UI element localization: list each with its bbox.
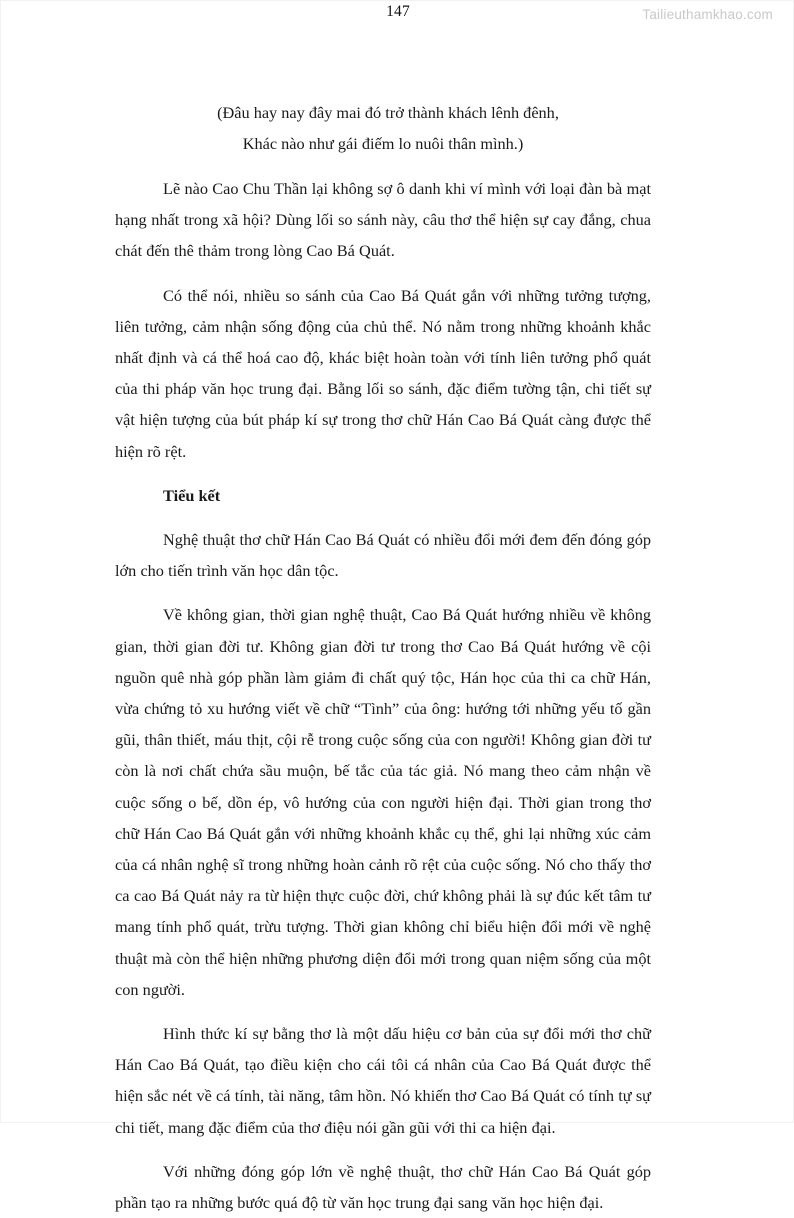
- paragraph-2: Có thể nói, nhiều so sánh của Cao Bá Quát gắn với những tưởng tượng, liên tưởng, cảm nhận sống động của chủ thể. Nó nằm trong những khoảnh khắc nhất định và cá thể hoá cao độ, khác biệt hoàn toàn với tính liên tưởng phổ quát của thi pháp văn học trung đại. Bằng lối so sánh, đặc điểm tường tận, chi tiết sự vật hiện tượng của bút pháp kí sự trong thơ chữ Hán Cao Bá Quát càng được thể hiện rõ rệt.: [115, 285, 651, 461]
- verse-line-2: Khác nào như gái điếm lo nuôi thân mình.): [242, 134, 524, 153]
- section-heading-tieu-ket: Tiểu kết: [163, 485, 221, 505]
- paragraph-5: Hình thức kí sự bằng thơ là một dấu hiệu cơ bản của sự đổi mới thơ chữ Hán Cao Bá Quát, tạo điều kiện cho cái tôi cá nhân của Cao Bá Quát được thể hiện sắc nét về cá tính, tài năng, tâm hồn. Nó khiến thơ Cao Bá Quát có tính tự sự chi tiết, mang đặc điểm của thơ điệu nói gần gũi với thi ca hiện đại.: [115, 1024, 651, 1137]
- verse-line-1: (Đâu hay nay đây mai đó trở thành khách lênh đênh,: [217, 103, 559, 122]
- paragraph-3: Nghệ thuật thơ chữ Hán Cao Bá Quát có nhiều đổi mới đem đến đóng góp lớn cho tiến trình văn học dân tộc.: [115, 530, 651, 581]
- paragraph-1: Lẽ nào Cao Chu Thần lại không sợ ô danh khi ví mình với loại đàn bà mạt hạng nhất trong xã hội? Dùng lối so sánh này, câu thơ thể hiện sự cay đắng, chua chát đến thê thảm trong lòng Cao Bá Quát.: [115, 179, 651, 261]
- page-header: [1, 1, 794, 31]
- verse-quote: [115, 97, 651, 159]
- document-body: [115, 97, 651, 1218]
- site-watermark: Tailieuthamkhao.com: [642, 7, 773, 22]
- paragraph-6: Với những đóng góp lớn về nghệ thuật, thơ chữ Hán Cao Bá Quát góp phần tạo ra những bước quá độ từ văn học trung đại sang văn học hiện đại.: [115, 1161, 651, 1213]
- page-number: 147: [386, 3, 410, 20]
- paragraph-4: Về không gian, thời gian nghệ thuật, Cao Bá Quát hướng nhiều về không gian, thời gian đời tư. Không gian đời tư trong thơ Cao Bá Quát hướng về cội nguồn quê nhà góp phần làm giảm đi chất quý tộc, Hán học của thi ca chữ Hán, vừa chứng tỏ xu hướng viết về chữ “Tình” của ông: hướng tới những yếu tố gần gũi, thân thiết, máu thịt, cội rễ trong cuộc sống của con người! Không gian đời tư còn là nơi chất chứa sầu muộn, bế tắc của tác giả. Nó mang theo cảm nhận về cuộc sống o bế, dồn ép, vô hướng của con người hiện đại. Thời gian trong thơ chữ Hán Cao Bá Quát gắn với những khoảnh khắc cụ thể, ghi lại những xúc cảm của cá nhân nghệ sĩ trong những hoàn cảnh rõ rệt của cuộc sống. Nó cho thấy thơ ca cao Bá Quát nảy ra từ hiện thực cuộc đời, chứ không phải là sự đúc kết tâm tư mang tính phổ quát, trừu tượng. Thời gian không chỉ biểu hiện đổi mới về nghệ thuật mà còn thể hiện những phương diện đổi mới trong quan niệm sống của một con người.: [115, 605, 651, 999]
